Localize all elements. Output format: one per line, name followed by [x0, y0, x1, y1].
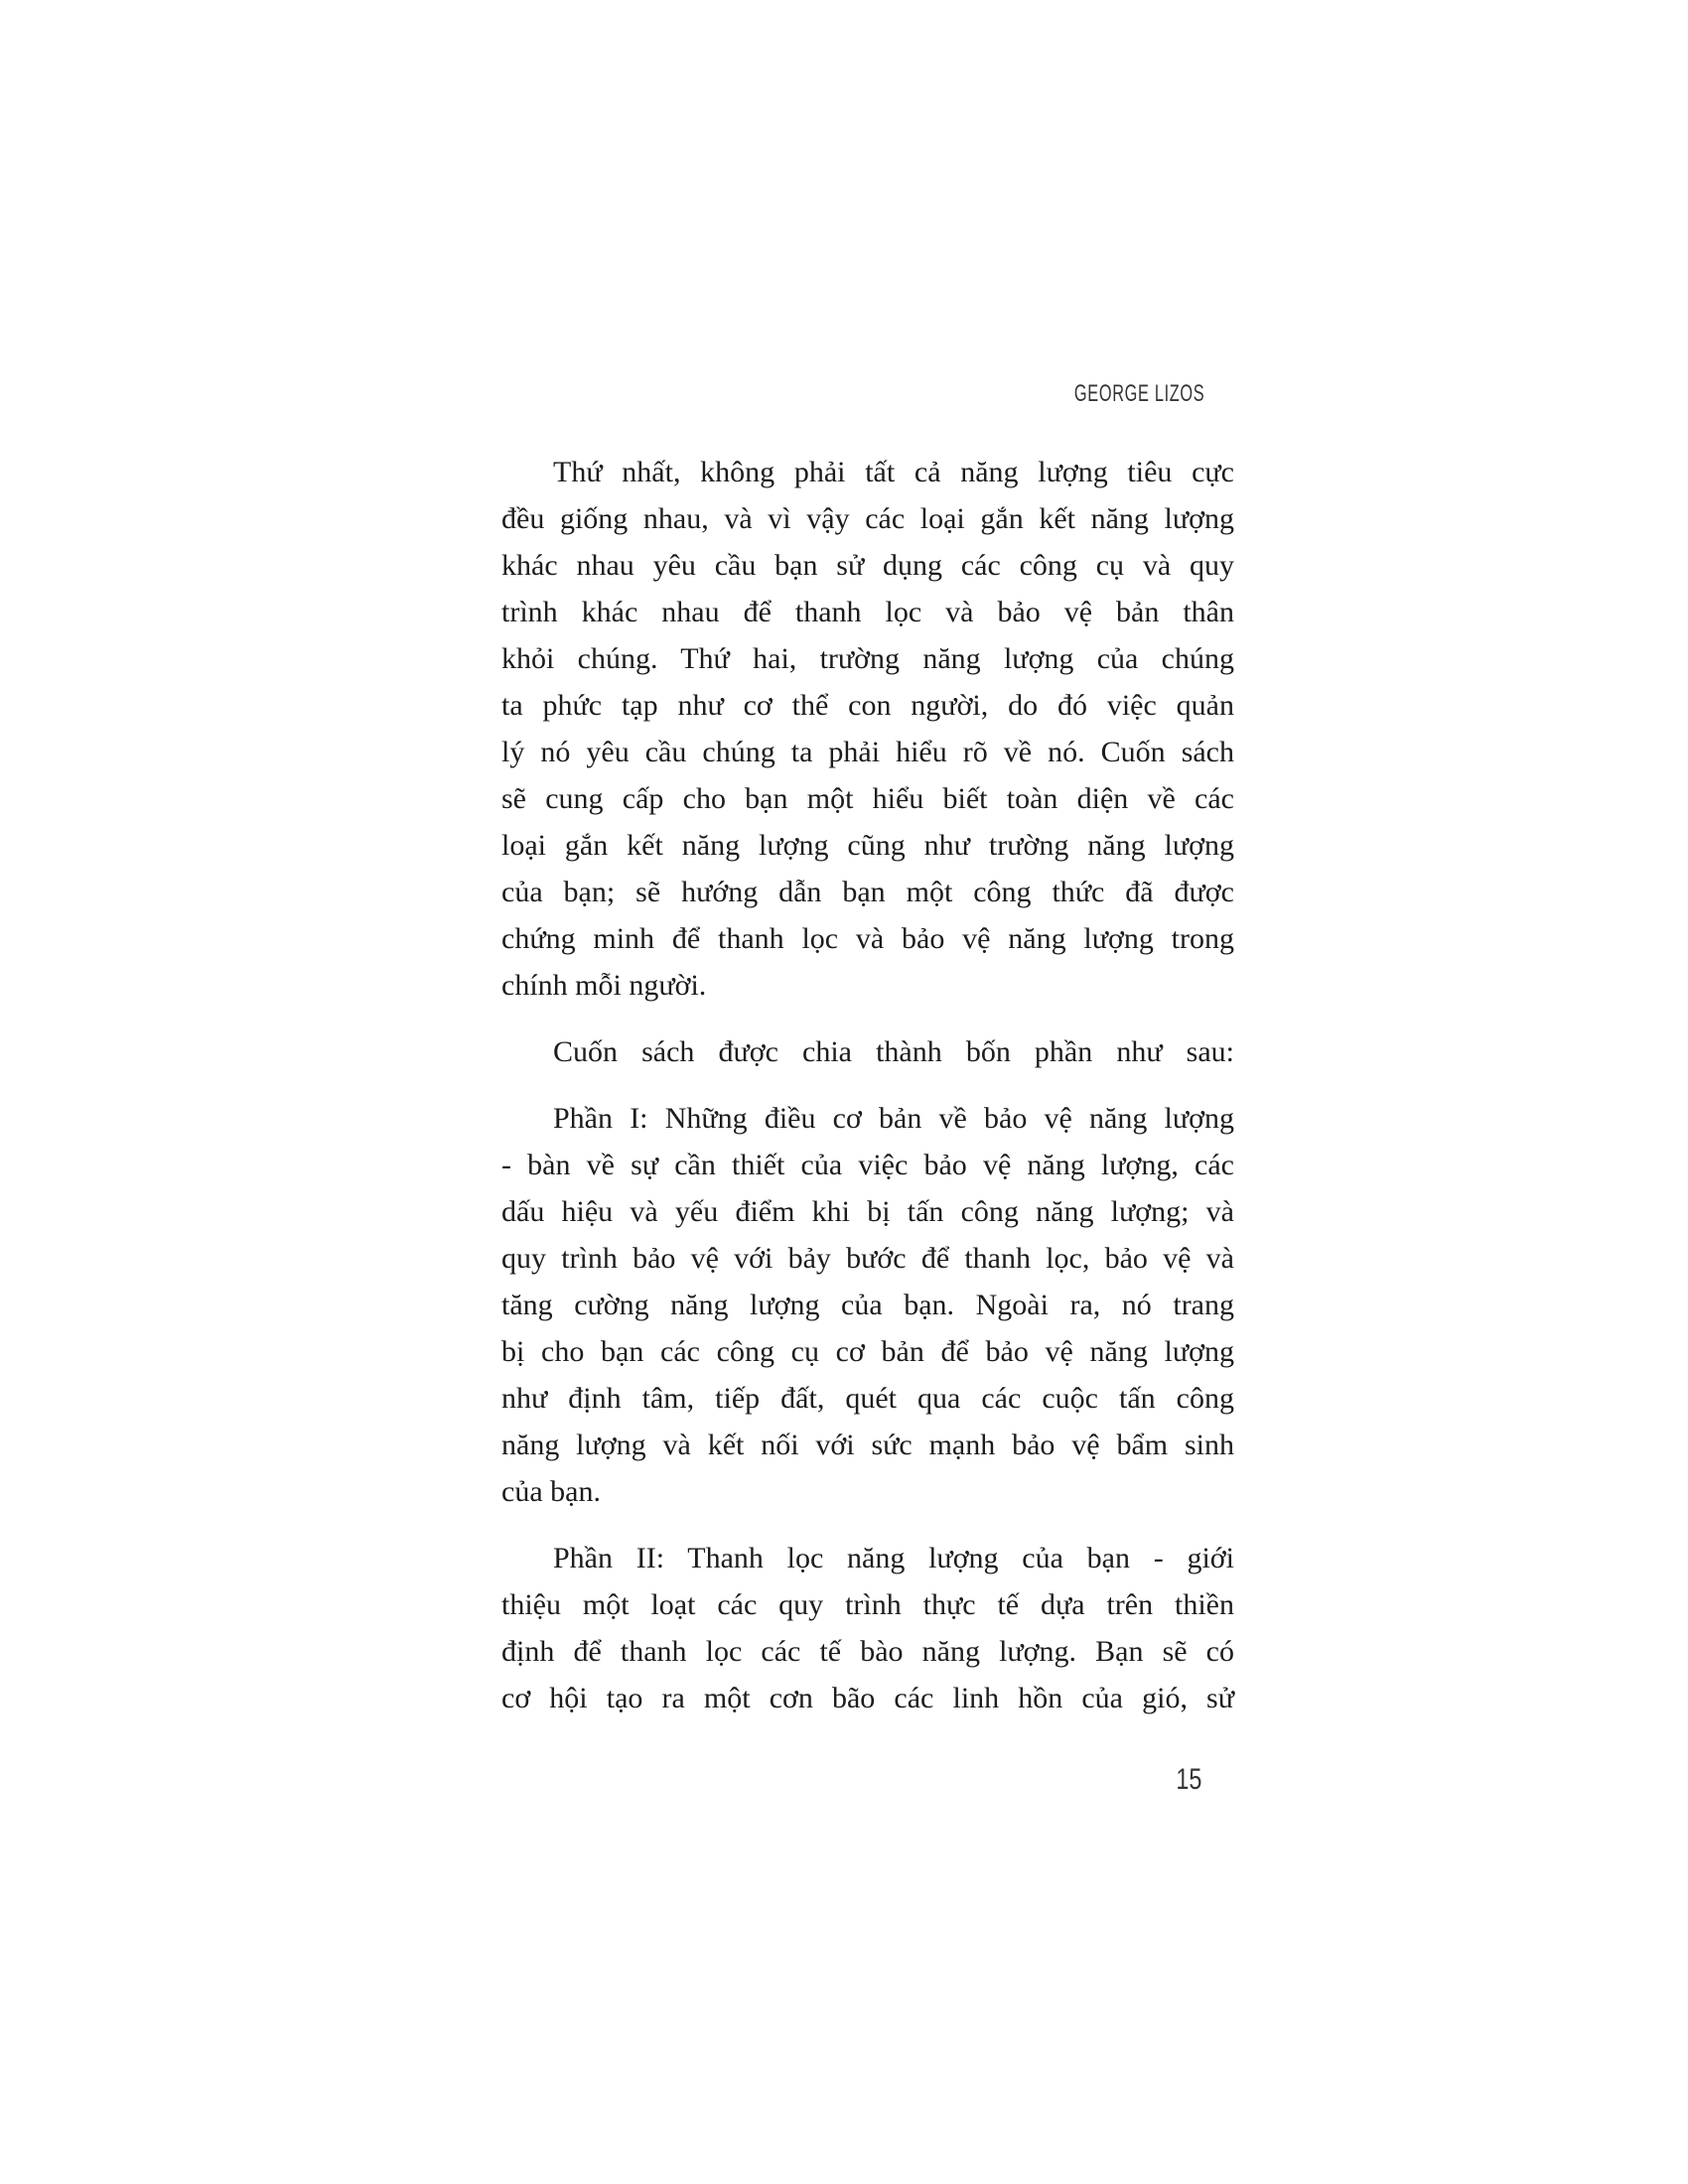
paragraph	[501, 1028, 1234, 1075]
text-line: đều giống nhau, và vì vậy các loại gắn kết năng lượng	[501, 502, 1234, 535]
body-text-column	[501, 449, 1234, 1741]
paragraph	[501, 449, 1234, 1009]
text-line: loại gắn kết năng lượng cũng như trường năng lượng	[501, 829, 1234, 862]
text-line: năng lượng và kết nối với sức mạnh bảo vệ bẩm sinh	[501, 1429, 1234, 1461]
text-line: dấu hiệu và yếu điểm khi bị tấn công năng lượng; và	[501, 1195, 1234, 1228]
text-line: Thứ nhất, không phải tất cả năng lượng tiêu cực	[553, 456, 1234, 488]
text-line: của bạn; sẽ hướng dẫn bạn một công thức đã được	[501, 876, 1234, 908]
text-line: Cuốn sách được chia thành bốn phần như sau:	[553, 1035, 1234, 1068]
text-line: khỏi chúng. Thứ hai, trường năng lượng của chúng	[501, 642, 1234, 675]
text-line: cơ hội tạo ra một cơn bão các linh hồn của gió, sử	[501, 1682, 1234, 1714]
page-number: 15	[1175, 1763, 1201, 1796]
running-header-author: GEORGE LIZOS	[1073, 380, 1204, 407]
text-line: lý nó yêu cầu chúng ta phải hiểu rõ về nó. Cuốn sách	[501, 736, 1234, 768]
paragraph	[501, 1535, 1234, 1721]
text-line: chứng minh để thanh lọc và bảo vệ năng lượng trong	[501, 922, 1234, 955]
text-line: bị cho bạn các công cụ cơ bản để bảo vệ năng lượng	[501, 1335, 1234, 1368]
text-line: của bạn.	[501, 1475, 601, 1508]
text-line: tăng cường năng lượng của bạn. Ngoài ra, nó trang	[501, 1289, 1234, 1321]
text-line: như định tâm, tiếp đất, quét qua các cuộc tấn công	[501, 1382, 1234, 1415]
text-line: - bàn về sự cần thiết của việc bảo vệ năng lượng, các	[501, 1149, 1234, 1181]
paragraph	[501, 1095, 1234, 1515]
text-line: thiệu một loạt các quy trình thực tế dựa trên thiền	[501, 1588, 1234, 1621]
text-line: khác nhau yêu cầu bạn sử dụng các công cụ và quy	[501, 549, 1234, 582]
text-line: trình khác nhau để thanh lọc và bảo vệ bản thân	[501, 596, 1234, 628]
text-line: ta phức tạp như cơ thể con người, do đó việc quản	[501, 689, 1234, 722]
text-line: định để thanh lọc các tế bào năng lượng. Bạn sẽ có	[501, 1635, 1234, 1668]
text-line: sẽ cung cấp cho bạn một hiểu biết toàn diện về các	[501, 782, 1234, 815]
text-line: chính mỗi người.	[501, 969, 707, 1002]
text-line: quy trình bảo vệ với bảy bước để thanh lọc, bảo vệ và	[501, 1242, 1234, 1275]
text-line: Phần II: Thanh lọc năng lượng của bạn - giới	[553, 1542, 1234, 1574]
text-line: Phần I: Những điều cơ bản về bảo vệ năng lượng	[553, 1102, 1234, 1135]
